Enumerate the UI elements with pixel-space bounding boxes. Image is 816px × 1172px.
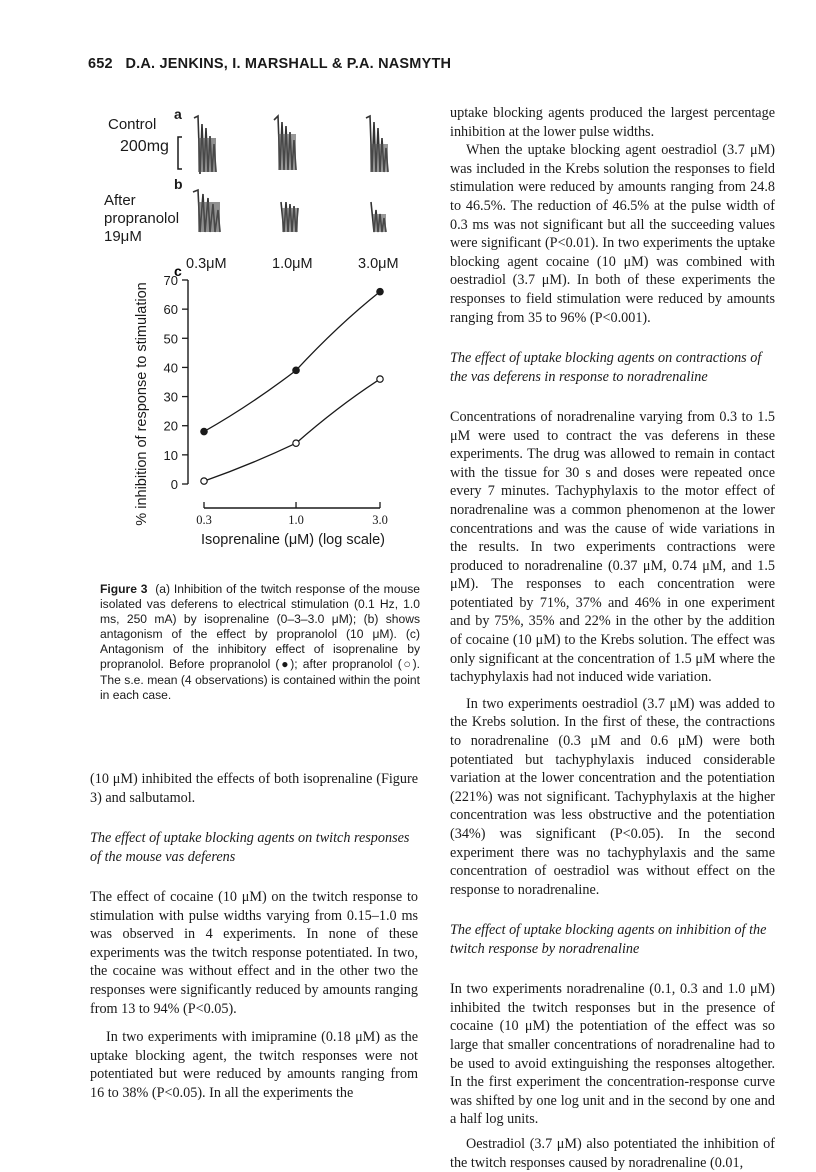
y-tick-label-50: 50 (163, 331, 178, 347)
y-tick-label-70: 70 (163, 273, 178, 288)
x-tick-label-0.3: 0.3 (196, 513, 212, 527)
right-paragraph-6: Oestradiol (3.7 μM) also potentiated the inhibition of the twitch responses caused by noradrenaline (0.01, (450, 1135, 775, 1171)
chart-panel-c (80, 256, 420, 556)
conc-label-2: 1.0μM (272, 256, 313, 272)
page-number: 652 (88, 56, 113, 72)
scale-bar (176, 136, 184, 170)
x-axis-label: Isoprenaline (μM) (log scale) (200, 532, 386, 548)
caption-text: (a) Inhibition of the twitch response of the mouse isolated vas deferens to electrical stimulation (0.1 Hz, 1.0 ms, 250 mA) by isoprenaline (0–3–3.0 μM); (b) shows antagonism of the effect by propranolol (10 μM). (c) Antagonism of the inhibitory effect of isoprenaline by propranolol. Before propranolol (●); after propranolol (○). The s.e. mean (4 observations) is contained within the point in each case. (100, 582, 420, 702)
right-paragraph-1: uptake blocking agents produced the largest percentage inhibition at the lower pulse widths. (450, 105, 775, 140)
scale-bar-label: 200mg (120, 138, 169, 155)
left-paragraph-3: In two experiments with imipramine (0.18 μM) as the uptake blocking agent, the twitch responses were not potentiated but were reduced by amounts ranging from 16 to 38% (P<0.05). In all the experiments the (90, 1029, 418, 1101)
caption-label: Figure 3 (100, 582, 148, 596)
series-after-propranolol-line (204, 379, 380, 481)
right-paragraph-5: In two experiments noradrenaline (0.1, 0.3 and 1.0 μM) inhibited the twitch responses but in the presence of cocaine (10 μM) the potentiation of the effect was so large that smaller concentrations of noradrenaline had to be used to avoid extinguishing the responses altogether. In the first experiment the concentration-response curve was shifted by one log unit and in the second by one and a half log units. (450, 981, 775, 1128)
right-paragraph-4: In two experiments oestradiol (3.7 μM) was added to the Krebs solution. In the first of these, the contractions to noradrenaline (0.3 μM and 0.6 μM) were both potentiated but tachyphylaxis induced considerable variation at the lower concentration and the potentiation (221%) was not significant. Tachyphylaxis at the higher concentration was less obstructive and the potentiation (34%) was significant (P<0.05). In the second experiment there was no tachyphylaxis and the same concentration of oestradiol was without effect on the response to noradrenaline. (450, 695, 775, 898)
y-tick-label-30: 30 (163, 389, 178, 405)
panel-c-letter: c (174, 263, 182, 279)
y-axis-label: % inhibition of response to stimulation (134, 282, 150, 526)
section-heading-twitch: The effect of uptake blocking agents on twitch responses of the mouse vas deferens (90, 830, 410, 865)
x-tick-label-3.0: 3.0 (372, 513, 388, 527)
x-tick-label-1.0: 1.0 (288, 513, 304, 527)
section-heading-inhibition: The effect of uptake blocking agents on inhibition of the twitch response by noradrenaline (450, 922, 767, 957)
after-label-line2: propranolol (104, 210, 180, 227)
right-paragraph-2: When the uptake blocking agent oestradiol (3.7 μM) was included in the Krebs solution the responses to field stimulation were reduced by amounts ranging from 24.8 to 46.5%. The reduction of 46.5% at the pulse width of 0.3 ms was not significant but all the succeeding values were significant (P<0.01). In two experiments the uptake blocking agent cocaine (10 μM) was combined with oestradiol (3.7 μM). In both of these experiments the responses to field stimulation were reduced by amounts ranging from 35 to 96% (P<0.001). (450, 142, 775, 326)
trace-b-2 (278, 198, 302, 236)
y-tick-label-20: 20 (163, 418, 178, 434)
author-line: D.A. JENKINS, I. MARSHALL & P.A. NASMYTH (125, 56, 452, 72)
running-head (88, 56, 451, 72)
y-tick-label-40: 40 (163, 360, 178, 376)
y-tick-label-60: 60 (163, 302, 178, 318)
panel-b-letter: b (174, 176, 183, 192)
right-column (450, 104, 775, 1172)
panel-a-letter: a (174, 106, 182, 122)
after-label-line3: 19μM (104, 228, 142, 245)
series-before-propranolol-point-0.3 (201, 428, 207, 434)
series-after-propranolol-point-3.0 (377, 376, 383, 382)
left-paragraph-2: The effect of cocaine (10 μM) on the twitch response to stimulation with pulse widths varying from 0.15–1.0 ms was observed in 4 experiments. In none of these experiments was the twitch response potentiated. In two, the cocaine was without effect and in the other two the responses were significantly reduced by amounts ranging from 13 to 94% (P<0.05). (90, 889, 418, 1017)
series-before-propranolol-line (204, 292, 380, 432)
control-label: Control (108, 116, 157, 133)
trace-a-1 (190, 114, 220, 176)
conc-label-3: 3.0μM (358, 256, 399, 272)
trace-b-1 (190, 188, 224, 236)
series-before-propranolol-point-3.0 (377, 288, 383, 294)
y-tick-label-0: 0 (170, 477, 178, 492)
left-column (90, 770, 418, 1103)
series-before-propranolol-point-1.0 (293, 367, 299, 373)
series-after-propranolol-point-1.0 (293, 440, 299, 446)
series-after-propranolol-point-0.3 (201, 478, 207, 484)
left-paragraph-1: (10 μM) inhibited the effects of both isoprenaline (Figure 3) and salbutamol. (90, 771, 418, 806)
right-paragraph-3: Concentrations of noradrenaline varying from 0.3 to 1.5 μM were used to contract the vas deferens in these experiments. The drug was allowed to remain in contact with the tissue for 30 s and doses were repeated once every 7 minutes. Tachyphylaxis to the motor effect of noradrenaline was a common phenomenon at the lower concentrations and was the cause of wide variations in the results. In two experiments contractions were produced to noradrenaline (0.37 μM, 0.74 μM, and 1.5 μM). The responses to each concentration were potentiated by 71%, 37% and 46% in one experiment and by 75%, 35% and 22% in the other by the addition of cocaine (10 μM) to the Krebs solution. The effect was only significant at the concentration of 1.5 μM where the tachyphylaxis had not induced wide variation. (450, 408, 775, 686)
conc-label-1: 0.3μM (186, 256, 227, 272)
trace-a-2 (270, 114, 300, 176)
figure-3 (80, 96, 420, 566)
after-label-line1: After (104, 192, 136, 209)
figure-caption (100, 582, 420, 703)
trace-a-3 (362, 114, 392, 176)
trace-b-3 (368, 200, 390, 236)
y-tick-label-10: 10 (163, 447, 178, 463)
section-heading-contractions: The effect of uptake blocking agents on contractions of the vas deferens in response to noradrenaline (450, 350, 762, 385)
